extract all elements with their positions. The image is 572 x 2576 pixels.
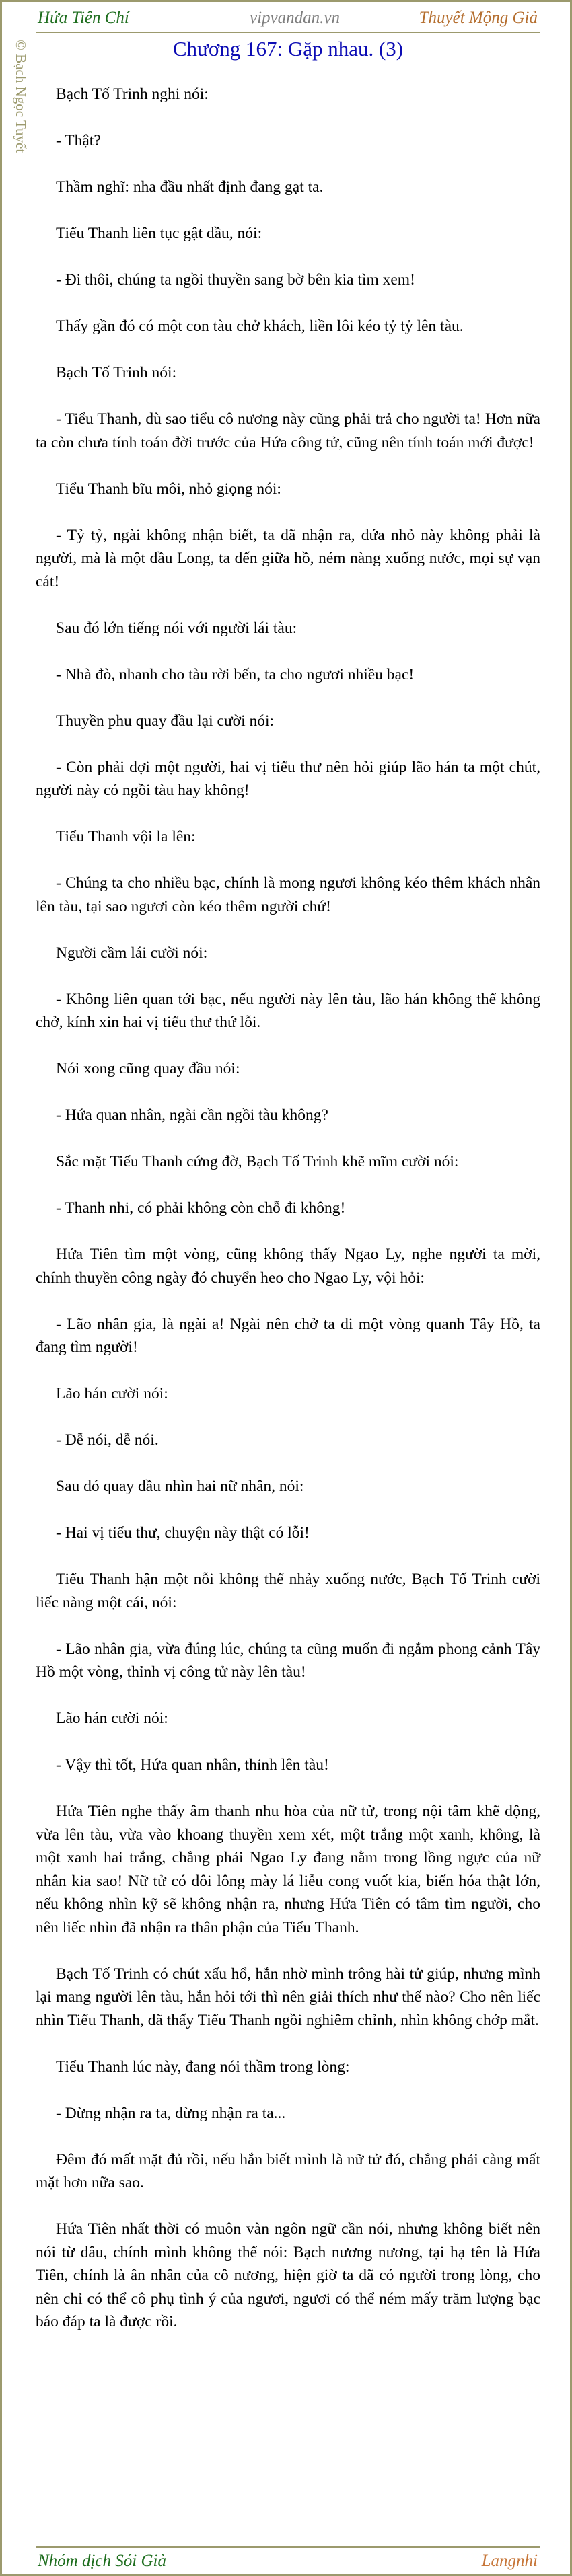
copyright-side-label [13, 40, 29, 201]
paragraph: Sắc mặt Tiểu Thanh cứng đờ, Bạch Tố Trinh khẽ mĩm cười nói: [56, 1153, 459, 1170]
paragraph: - Lão nhân gia, là ngài a! Ngài nên chở ta đi một vòng quanh Tây Hồ, ta đang tìm người! [36, 1315, 540, 1356]
paragraph: - Đi thôi, chúng ta ngồi thuyền sang bờ bên kia tìm xem! [56, 271, 415, 289]
paragraph: Bạch Tố Trinh nghi nói: [56, 85, 209, 103]
paragraph: Tiểu Thanh lúc này, đang nói thầm trong lòng: [56, 2057, 350, 2076]
author-name: Thuyết Mộng Giả [419, 9, 538, 27]
translation-group: Nhóm dịch Sói Già [38, 2552, 166, 2570]
paragraph: - Tỷ tỷ, ngài không nhận biết, ta đã nhận ra, đứa nhỏ này không phải là người, mà là một đầu Long, ta đến giữa hồ, ném nàng xuống nước, mọi sự vạn cát! [36, 526, 540, 591]
paragraph: - Lão nhân gia, vừa đúng lúc, chúng ta cũng muốn đi ngắm phong cảnh Tây Hồ một vòng, thỉnh vị công tử này lên tàu! [36, 1640, 540, 1681]
paragraph: Lão hán cười nói: [56, 1385, 168, 1402]
page-header [36, 6, 540, 33]
paragraph: Thấy gần đó có một con tàu chở khách, liền lôi kéo tỷ tỷ lên tàu. [56, 317, 464, 335]
paragraph: - Không liên quan tới bạc, nếu người này lên tàu, lão hán không thể không chở, kính xin hai vị tiểu thư thứ lỗi. [36, 990, 540, 1031]
paragraph: Đêm đó mất mặt đủ rồi, nếu hắn biết mình là nữ tử đó, chẳng phải càng mất mặt hơn nữa sao. [36, 2150, 540, 2191]
paragraph: Tiểu Thanh bĩu môi, nhỏ giọng nói: [56, 480, 281, 498]
paragraph: - Chúng ta cho nhiều bạc, chính là mong ngươi không kéo thêm khách nhân lên tàu, tại sao ngươi còn kéo thêm người chứ! [36, 874, 540, 915]
paragraph: Tiểu Thanh liên tục gật đầu, nói: [56, 225, 262, 242]
paragraph: Tiểu Thanh vội la lên: [56, 828, 196, 845]
paragraph: Nói xong cũng quay đầu nói: [56, 1060, 240, 1077]
paragraph: - Dễ nói, dễ nói. [56, 1431, 159, 1449]
paragraph: Bạch Tố Trinh có chút xấu hổ, hắn nhờ mình trông hài tử giúp, nhưng mình lại mang người lên tàu, hắn hỏi tới thì nên giải thích như thế nào? Cho nên liếc nhìn Tiểu Thanh, đã thấy Tiểu Thanh ngồi nghiêm chỉnh, nhìn không chớp mắt. [36, 1965, 540, 2029]
paragraph: - Nhà đò, nhanh cho tàu rời bến, ta cho ngươi nhiều bạc! [56, 665, 415, 683]
paragraph: - Tiểu Thanh, dù sao tiểu cô nương này cũng phải trả cho người ta! Hơn nữa ta còn chưa tính toán đời trước của Hứa công tử, cũng nên tính toán mới được! [36, 410, 540, 451]
paragraph: - Hứa quan nhân, ngài cần ngồi tàu không? [56, 1106, 328, 1124]
paragraph: Hứa Tiên tìm một vòng, cũng không thấy Ngao Ly, nghe người ta mời, chính thuyền công ngày đó chuyển heo cho Ngao Ly, vội hỏi: [36, 1246, 540, 1287]
translator-name: Langnhi [481, 2552, 538, 2570]
site-name: vipvandan.vn [250, 9, 340, 27]
paragraph: - Thanh nhi, có phải không còn chỗ đi không! [56, 1199, 346, 1217]
chapter-title: Chương 167: Gặp nhau. (3) [172, 37, 404, 61]
paragraph: - Thật? [56, 132, 101, 149]
paragraph: - Đừng nhận ra ta, đừng nhận ra ta... [56, 2104, 286, 2122]
paragraph: Tiểu Thanh hận một nỗi không thể nhảy xuống nước, Bạch Tố Trinh cười liếc nàng một cái, nói: [36, 1570, 540, 1612]
page-footer [36, 2546, 540, 2575]
chapter-content [36, 83, 540, 2357]
paragraph: Sau đó lớn tiếng nói với người lái tàu: [56, 619, 297, 637]
paragraph: Hứa Tiên nghe thấy âm thanh nhu hòa của nữ tử, trong nội tâm khẽ động, vừa lên tàu, vừa vào khoang thuyền xem xét, một trắng một xanh, không, là một xanh hai trắng, chẳng phải Ngao Ly đang nằm trong lồng ngực của nữ nhân kia sao! Nữ tử có đôi lông mày lá liễu cong vuốt kia, biến hóa thật lớn, nếu không nhìn kỹ sẽ không nhận ra, nhưng Hứa Tiên có tâm tìm người, cho nên liếc nhìn đã nhận ra thân phận của Tiểu Thanh. [36, 1803, 540, 1936]
paragraph: Bạch Tố Trinh nói: [56, 364, 177, 381]
book-title: Hứa Tiên Chí [38, 9, 129, 27]
paragraph: - Còn phải đợi một người, hai vị tiểu thư nên hỏi giúp lão hán ta một chút, người này có ngồi tàu hay không! [36, 758, 540, 799]
paragraph: Sau đó quay đầu nhìn hai nữ nhân, nói: [56, 1478, 304, 1495]
paragraph: - Hai vị tiểu thư, chuyện này thật có lỗi! [56, 1524, 310, 1542]
paragraph: Người cầm lái cười nói: [56, 944, 208, 962]
paragraph: - Vậy thì tốt, Hứa quan nhân, thỉnh lên tàu! [56, 1756, 329, 1774]
copyright-text: © Bạch Ngọc Tuyết [13, 40, 29, 153]
paragraph: Hứa Tiên nhất thời có muôn vàn ngôn ngữ cần nói, nhưng không biết nên nói từ đâu, chính mình không thể nói: Bạch nương nương, tại hạ tên là Hứa Tiên, chính là ân nhân của cô nương, hiện giờ ta đã có người trong lòng, cho nên chỉ có thể cô phụ tình ý của ngươi, ngươi có thể ném mấy trăm lượng bạc báo đáp ta là được rồi. [36, 2220, 540, 2331]
paragraph: Lão hán cười nói: [56, 1710, 168, 1727]
paragraph: Thuyền phu quay đầu lại cười nói: [56, 712, 275, 730]
paragraph: Thầm nghĩ: nha đầu nhất định đang gạt ta. [56, 178, 324, 196]
